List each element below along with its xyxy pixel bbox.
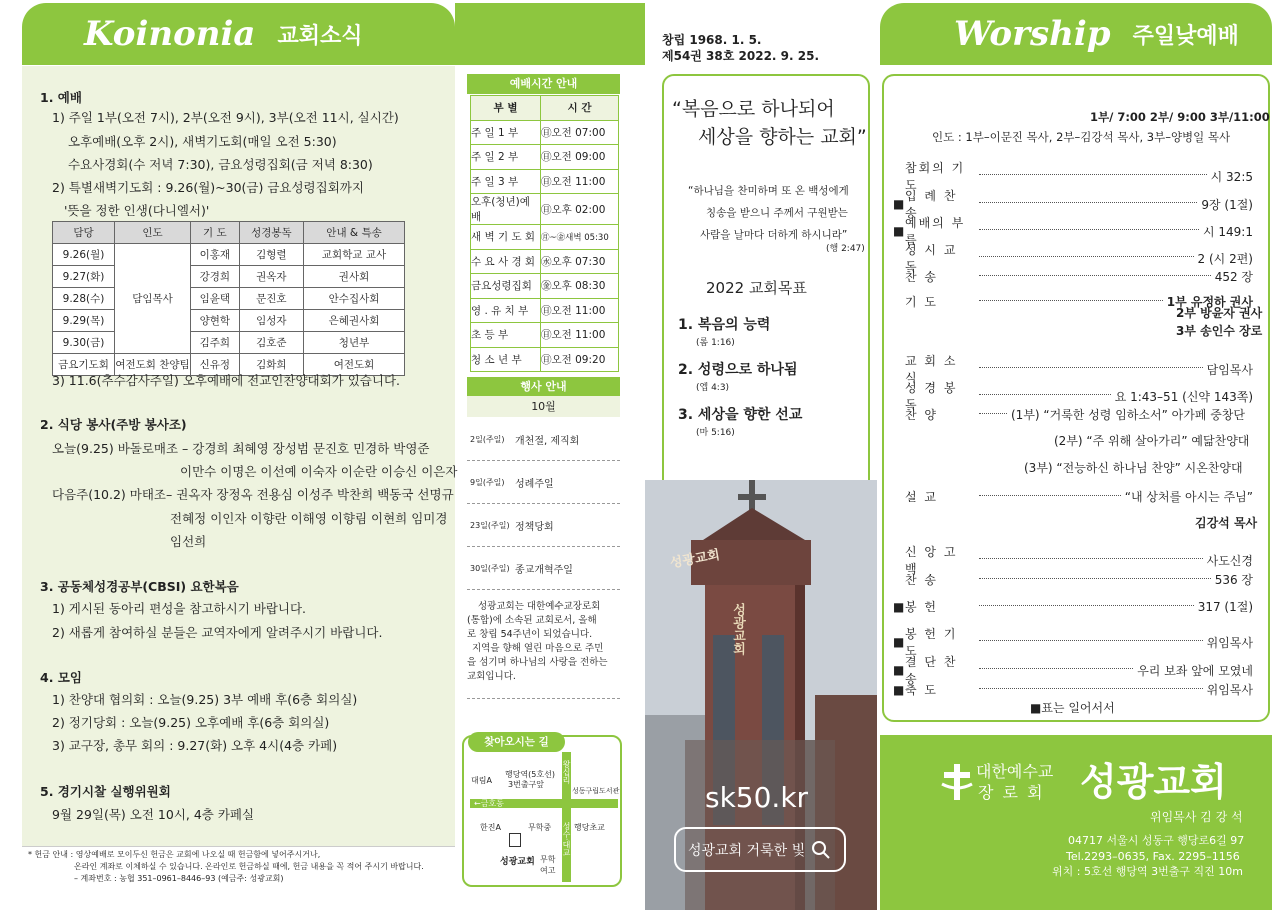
founded-date: 창립 1968. 1. 5. [662, 33, 762, 47]
event-name: 종교개혁주일 [515, 564, 573, 576]
map-label: 대림A [471, 776, 492, 785]
service-name: 초 등 부 [471, 323, 541, 348]
event-item [467, 504, 620, 547]
service-time: ㊐오전 11:00 [541, 323, 619, 348]
order-value: 우리 보좌 앞에 모였네 [1137, 663, 1253, 678]
map-label: ←금호동 [474, 799, 504, 808]
table-cell: 9.28(수) [53, 288, 115, 310]
table-header: 부 별 [471, 96, 541, 121]
offering-note: 온라인 계좌로 이체하실 수 있습니다. 온라인로 헌금하실 때에, 헌금 내용을 꼭 적어 주시기 바랍니다. [74, 862, 424, 871]
event-item [467, 547, 620, 590]
church-intro: 로 창립 54주년이 되었습니다. [467, 629, 593, 640]
search-text: 성광교회 거룩한 빛 [688, 842, 806, 859]
church-name: 성광교회 [1080, 760, 1227, 804]
table-cell: 안수집사회 [304, 288, 405, 310]
service-time: ㊎오후 08:30 [541, 274, 619, 299]
service-times: 1부/ 7:00 2부/ 9:00 3부/11:00 [1090, 110, 1270, 124]
map-label: 성동구립도서관 [572, 787, 620, 795]
event-item [467, 418, 620, 461]
news-line: 3) 11.6(추수감사주일) 오후예배에 전교인찬양대회가 있습니다. [52, 373, 401, 388]
order-item [893, 598, 1253, 615]
church-intro: 지역을 향해 열린 마음으로 주민 [472, 643, 604, 654]
service-name: 수 요 사 경 회 [471, 249, 541, 274]
table-cell: 9.27(화) [53, 266, 115, 288]
address: 04717 서울시 성동구 행당로6길 97 [1068, 834, 1245, 847]
order-label: 축 도 [905, 683, 938, 697]
order-value: 사도신경 [1206, 553, 1253, 568]
service-time: ㊌오후 07:30 [541, 249, 619, 274]
worship-title-kr: 주일낮예배 [1132, 23, 1239, 49]
goal-title: 2022 교회목표 [706, 279, 807, 297]
table-cell: 청년부 [304, 332, 405, 354]
order-item [893, 406, 1253, 423]
news-line: 임선희 [170, 534, 207, 549]
news-line: 2) 새롭게 참여하실 분들은 교역자에게 알려주시기 바랍니다. [52, 625, 383, 640]
news-line: 1) 게시된 동아리 편성을 참고하시기 바랍니다. [52, 601, 307, 616]
tower-sign: 성광교회 [668, 547, 722, 572]
goal-item: 1. 복음의 능력 [678, 317, 771, 333]
search-icon [811, 840, 831, 860]
verse-reference: (행 2:47) [826, 244, 865, 254]
table-cell: 여전도회 [304, 354, 405, 376]
preacher: 김강석 목사 [1195, 516, 1258, 530]
goal-item: 3. 세상을 향한 선교 [678, 407, 803, 423]
bible-verse: “하나님을 찬미하며 또 온 백성에게 [688, 185, 849, 197]
praise-item: (3부) “전능하신 하나님 찬양” 시온찬양대 [1024, 461, 1243, 475]
praise-item: (2부) “주 위해 살아가리” 예닮찬양대 [1054, 434, 1250, 448]
service-name: 금요성령집회 [471, 274, 541, 299]
news-line: 1) 찬양대 협의회 : 오늘(9.25) 3부 예배 후(6층 회의실) [52, 692, 358, 707]
service-times-title: 예배시간 안내 [467, 74, 620, 94]
news-line: 9월 29일(목) 오전 10시, 4층 카페실 [52, 807, 255, 822]
order-value: 시 32:5 [1210, 169, 1253, 184]
order-label: 기 도 [905, 295, 938, 309]
event-name: 개천절, 제직회 [515, 435, 580, 447]
stand-marker: ■ [893, 599, 905, 614]
order-label: 결 단 찬 송 [905, 655, 958, 686]
stand-marker: ■ [893, 682, 905, 697]
table-cell: 임성자 [239, 310, 303, 332]
order-label: 참회의 기도 [905, 161, 966, 192]
service-time: ㊐오전 11:00 [541, 298, 619, 323]
news-line: 3) 교구장, 총무 회의 : 9.27(화) 오후 4시(4층 카페) [52, 738, 338, 753]
stand-marker: ■ [893, 197, 905, 211]
map-label: 성수·대교 [562, 822, 571, 857]
event-date: 9일(주일) [470, 477, 505, 487]
news-line: 오후예배(오후 2시), 새벽기도회(매일 오전 5:30) [68, 134, 337, 149]
goal-reference: (롬 1:16) [696, 338, 735, 348]
church-intro: 을 섬기며 하나님의 사랑을 전하는 [467, 657, 608, 668]
table-cell: 문진호 [239, 288, 303, 310]
order-item [893, 268, 1253, 285]
event-date: 23일(주일) [470, 520, 510, 530]
table-cell: 9.30(금) [53, 332, 115, 354]
news-line: 다음주(10.2) 마태조– 권옥자 장정옥 전용심 이성주 박찬희 백동국 선명규 [52, 487, 454, 502]
order-value: 9장 (1절) [1201, 197, 1253, 212]
map-label: 무학중 [528, 823, 552, 832]
order-value: 담임목사 [1206, 362, 1253, 377]
church-motto: 세상을 향하는 교회” [698, 126, 867, 148]
order-label: 예배의 부름 [905, 216, 966, 247]
order-value: 위임목사 [1206, 635, 1253, 650]
section-title: 5. 경기시찰 실행위원회 [40, 784, 171, 799]
table-cell: 은혜권사회 [304, 310, 405, 332]
table-header: 담당 [53, 222, 115, 244]
table-cell: 권사회 [304, 266, 405, 288]
church-intro: 성광교회는 대한예수교장로회 [478, 601, 601, 612]
table-header: 인도 [115, 222, 191, 244]
stand-note: ■표는 일어서서 [1030, 701, 1115, 715]
map-label: 무학 [540, 855, 556, 864]
church-logo-icon [940, 762, 974, 802]
map-label: 3번출구앞 [508, 780, 545, 789]
event-name: 정책당회 [515, 521, 554, 533]
service-name: 주 일 1 부 [471, 120, 541, 145]
table-cell: 담임목사 [115, 244, 191, 354]
church-motto: “복음으로 하나되어 [672, 98, 835, 120]
prayer-leader: 1부 유정하 권사 [1166, 295, 1253, 309]
order-item [893, 571, 1253, 588]
offering-note: * 헌금 안내 : 영상예배로 모이두신 헌금은 교회에 나오실 때 헌금함에 넣어주시거나, [28, 850, 321, 859]
bible-verse: 사람을 날마다 더하게 하시니라” [700, 229, 848, 241]
table-cell: 강경희 [191, 266, 240, 288]
table-cell: 김주희 [191, 332, 240, 354]
koinonia-header [22, 3, 455, 65]
stand-marker: ■ [893, 663, 905, 677]
order-label: 성 시 교 독 [905, 243, 958, 274]
church-intro: 교회입니다. [467, 671, 516, 682]
table-cell: 금요기도회 [53, 354, 115, 376]
order-label: 신 앙 고 백 [905, 545, 958, 576]
section-title: 4. 모임 [40, 670, 82, 685]
sermon-title: “내 상처를 아시는 주님” [1124, 490, 1253, 504]
table-cell: 김화희 [239, 354, 303, 376]
order-value: 위임목사 [1206, 683, 1253, 697]
map-label: 한진A [480, 823, 501, 832]
news-line: 2) 특별새벽기도회 : 9.26(월)~30(금) 금요성령집회까지 [52, 180, 364, 195]
service-name: 주 일 3 부 [471, 169, 541, 194]
map-title: 찾아오시는 길 [468, 732, 565, 752]
event-item [467, 461, 620, 504]
event-date: 2일(주일) [470, 434, 505, 444]
table-cell: 이홍재 [191, 244, 240, 266]
prayer-leader: 3부 송인수 장로 [1176, 324, 1263, 338]
table-cell: 김호준 [239, 332, 303, 354]
service-name: 주 일 2 부 [471, 145, 541, 170]
section-title: 1. 예배 [40, 90, 82, 105]
church-marker-icon [509, 833, 521, 847]
section-title: 2. 식당 봉사(주방 봉사조) [40, 417, 187, 432]
search-box[interactable] [674, 827, 846, 872]
denomination: 장 로 회 [978, 783, 1045, 802]
koinonia-title-kr: 교회소식 [277, 23, 363, 49]
service-time: ㊐오전 09:00 [541, 145, 619, 170]
order-value: 536 장 [1214, 573, 1253, 587]
service-name: 새 벽 기 도 회 [471, 225, 541, 250]
map-label: 행당초교 [574, 823, 605, 832]
divider [467, 698, 620, 699]
goal-reference: (마 5:16) [696, 428, 735, 438]
location: 위치 : 5호선 행당역 3번출구 직진 10m [1052, 865, 1243, 878]
order-label: 봉 헌 기 도 [905, 627, 958, 658]
order-label: 설 교 [905, 490, 938, 504]
events-title: 행사 안내 [467, 377, 620, 396]
service-name: 오후(청년)예배 [471, 194, 541, 225]
header-band [455, 3, 645, 65]
order-value: 시 149:1 [1203, 224, 1253, 239]
prayer-leader: 2부 방윤자 권사 [1176, 306, 1263, 320]
news-line: 전혜정 이인자 이향란 이해영 이향림 이현희 임미경 [170, 511, 448, 526]
service-time: ㊐오전 11:00 [541, 169, 619, 194]
news-line: 이만수 이명은 이선예 이숙자 이순란 이승신 이은자 [180, 464, 458, 479]
event-name: 성례주일 [515, 478, 554, 490]
order-label: 찬 송 [905, 573, 938, 587]
table-cell: 교회학교 교사 [304, 244, 405, 266]
section-title: 3. 공동체성경공부(CBSI) 요한복음 [40, 579, 239, 594]
website-url[interactable]: sk50.kr [705, 781, 809, 814]
issue-info: 제54권 38호 2022. 9. 25. [662, 49, 820, 63]
order-item [893, 681, 1253, 698]
table-header: 시 간 [541, 96, 619, 121]
table-cell: 권옥자 [239, 266, 303, 288]
table-cell: 여전도회 찬양팀 [115, 354, 191, 376]
stand-marker: ■ [893, 635, 905, 649]
table-cell: 김형렬 [239, 244, 303, 266]
order-value: 요 1:43–51 (신약 143쪽) [1114, 389, 1253, 404]
table-cell: 임윤택 [191, 288, 240, 310]
table-cell: 9.29(목) [53, 310, 115, 332]
worship-header [880, 3, 1272, 65]
map-label: 행당역(5호선) [505, 770, 555, 779]
order-label: 입 례 찬 송 [905, 189, 958, 220]
map-label: 여고 [540, 866, 556, 875]
tower-vertical-sign: 성광교회 [730, 603, 745, 655]
service-time: ㊐오전 09:20 [541, 347, 619, 372]
service-name: 영 . 유 치 부 [471, 298, 541, 323]
church-intro: (통합)에 소속된 교회로서, 올해 [467, 615, 597, 626]
service-time: ㊐오전 07:00 [541, 120, 619, 145]
order-value: 317 (1절) [1197, 600, 1253, 614]
table-header: 기 도 [191, 222, 240, 244]
koinonia-title: Koinonia [84, 14, 256, 54]
news-line: 오늘(9.25) 바돌로매조 – 강경희 최혜영 장성범 문진호 민경하 박영준 [52, 441, 430, 456]
phone-fax: Tel.2293–0635, Fax. 2295–1156 [1066, 850, 1240, 863]
order-label: 교 회 소 식 [905, 354, 958, 385]
service-leaders: 인도 : 1부–이문진 목사, 2부–김강석 목사, 3부–양병일 목사 [932, 130, 1231, 144]
order-label: 봉 헌 [905, 600, 938, 614]
service-name: 청 소 년 부 [471, 347, 541, 372]
dawn-prayer-table [52, 221, 405, 376]
event-date: 30일(주일) [470, 563, 510, 573]
offering-note: – 계좌번호 : 농협 351–0961–8446–93 (예금주: 성광교회) [74, 874, 284, 883]
order-label: 성 경 봉 독 [905, 381, 958, 412]
goal-reference: (엡 4:3) [696, 383, 730, 393]
bible-verse: 칭송을 받으니 주께서 구원받는 [706, 207, 848, 219]
goal-item: 2. 성령으로 하나됨 [678, 362, 798, 378]
order-value: 2 (시 2편) [1197, 251, 1253, 266]
service-time: ㊊~㊎새벽 05:30 [541, 225, 619, 250]
worship-title: Worship [954, 14, 1111, 54]
news-line: 수요사경회(수 저녁 7:30), 금요성령집회(금 저녁 8:30) [68, 157, 373, 172]
service-times-table [470, 95, 619, 372]
map-label: 왕십리 [562, 760, 571, 784]
table-header: 안내 & 특송 [304, 222, 405, 244]
order-item [893, 488, 1253, 505]
news-line: 2) 정기당회 : 오늘(9.25) 오후예배 후(6층 회의실) [52, 715, 330, 730]
news-line: 1) 주일 1부(오전 7시), 2부(오전 9시), 3부(오전 11시, 실시간) [52, 110, 399, 125]
order-label: 찬 송 [905, 270, 938, 284]
praise-item: (1부) “거룩한 성령 임하소서” 아가페 중창단 [1011, 408, 1245, 422]
stand-marker: ■ [893, 224, 905, 238]
denomination: 대한예수교 [976, 762, 1054, 781]
table-header: 성경봉독 [239, 222, 303, 244]
order-value: 452 장 [1214, 270, 1253, 284]
table-cell: 양현학 [191, 310, 240, 332]
service-time: ㊐오후 02:00 [541, 194, 619, 225]
senior-pastor: 위임목사 김 강 석 [1150, 810, 1243, 824]
events-month: 10월 [467, 396, 620, 417]
order-label: 찬 양 [905, 408, 938, 422]
table-cell: 신유정 [191, 354, 240, 376]
news-line: '뜻을 정한 인생(다니엘서)' [64, 203, 210, 218]
map-label: 성광교회 [500, 857, 535, 867]
table-cell: 9.26(월) [53, 244, 115, 266]
